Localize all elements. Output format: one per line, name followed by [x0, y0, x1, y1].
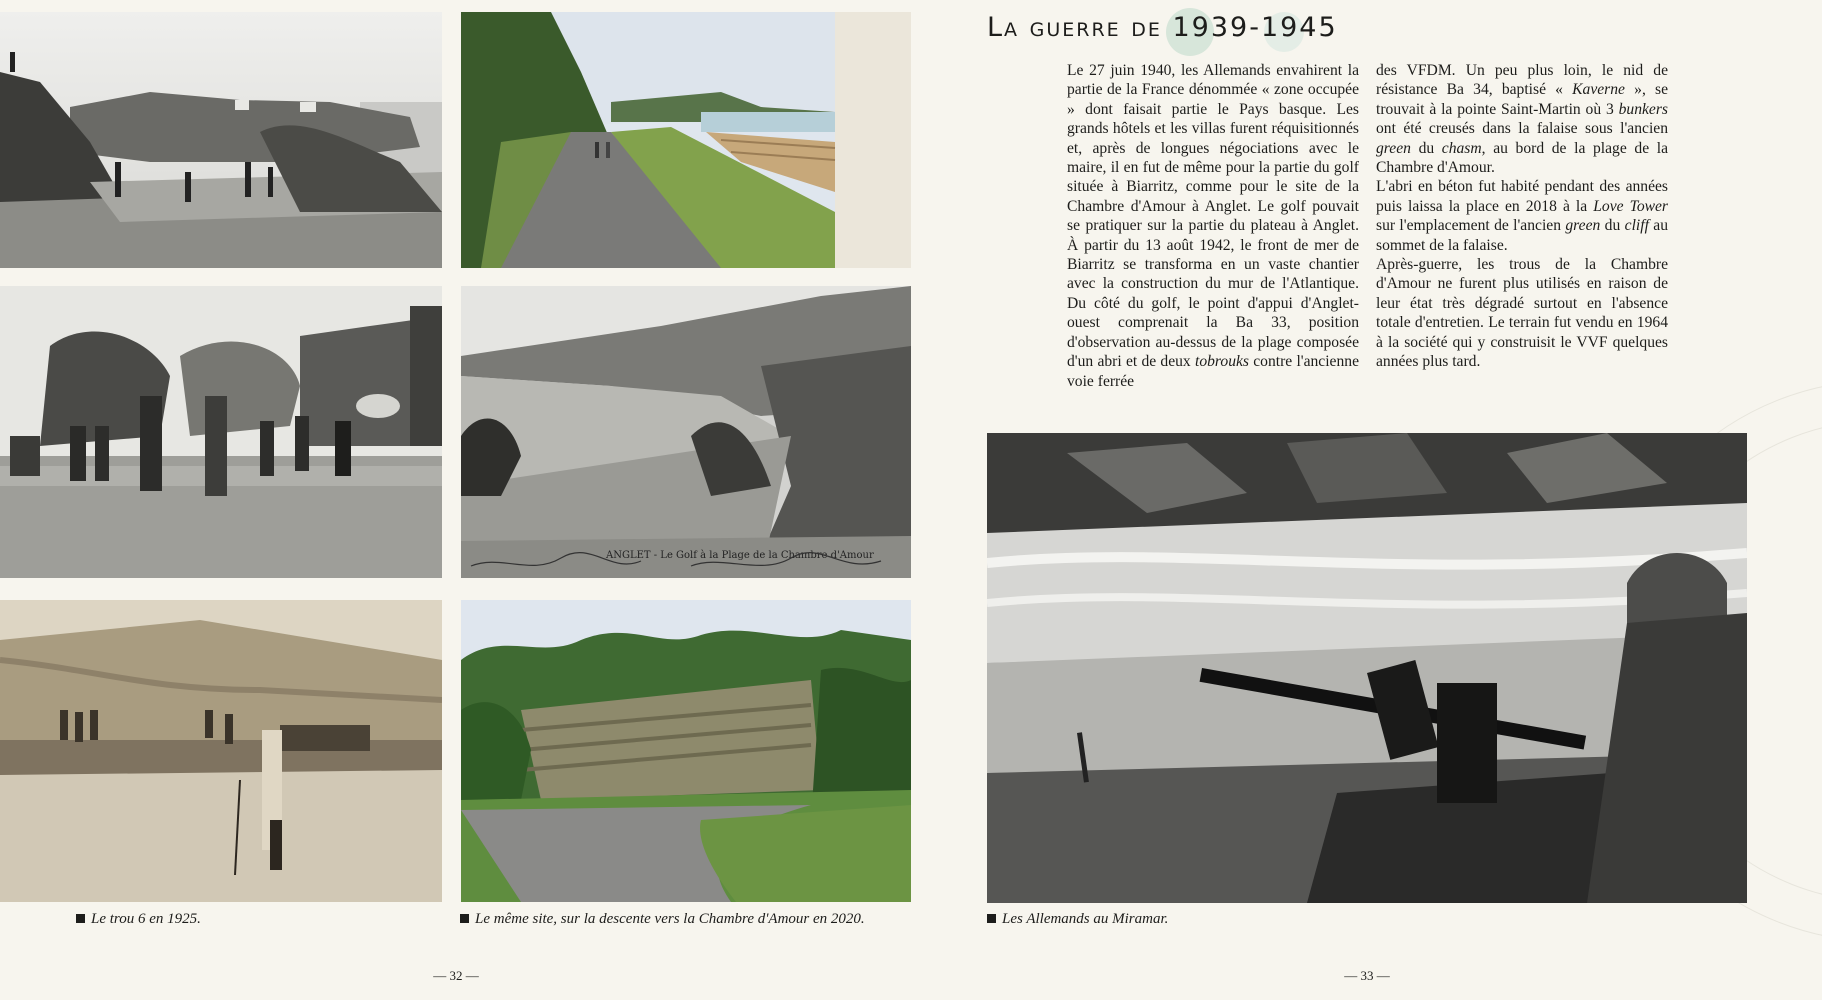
page-heading: [987, 12, 1338, 43]
caption-text: Les Allemands au Miramar.: [1002, 911, 1169, 927]
page-number-right: — 33 —: [1344, 968, 1390, 983]
text-italic: Kaverne: [1572, 81, 1625, 99]
text-run: du: [1600, 217, 1625, 235]
photo-trou-6-1925: [0, 600, 442, 902]
text-run: », se trouvait à la pointe Saint-Martin où 3: [1376, 81, 1669, 118]
page-number-left: — 32 —: [433, 968, 479, 983]
text-run: L'abri en béton fut habité pendant des années puis laissa la place en 2018 à la: [1376, 178, 1668, 215]
photo-golf-club-descente: [0, 12, 442, 268]
text-italic: Love Tower: [1593, 197, 1669, 215]
text-run: sur l'emplacement de l'ancien: [1376, 217, 1566, 235]
photo-same-site-2020: [461, 600, 911, 902]
text-italic: green: [1565, 217, 1601, 235]
paragraph: [1376, 177, 1668, 255]
text-run: , au bord de la plage de la Chambre d'Amour.: [1376, 139, 1668, 177]
photo-lord-dudley: [0, 286, 442, 578]
text-run: ont été creusés dans la falaise sous l'ancien: [1376, 120, 1668, 138]
heading-dash: -: [1249, 12, 1261, 43]
caption-trou-6: [76, 910, 201, 928]
text-italic: bunkers: [1618, 100, 1668, 118]
paragraph: [1067, 61, 1359, 391]
text-column-1: [1067, 61, 1359, 391]
text-run: des VFDM. Un peu plus loin, le nid de résistance Ba 34, baptisé «: [1376, 62, 1668, 99]
text-run: au sommet de la falaise.: [1376, 217, 1669, 254]
heading-year-start: 1939: [1172, 12, 1250, 43]
caption-bullet-icon: [987, 914, 996, 923]
text-column-2: [1376, 61, 1668, 372]
photo-plage-chambre-amour: [461, 286, 911, 578]
heading-prefix: La guerre de: [987, 12, 1173, 43]
text-italic: chasm: [1441, 139, 1482, 157]
text-run: du: [1410, 139, 1442, 157]
caption-allemands-miramar: [987, 910, 1168, 928]
heading-year: [1172, 12, 1337, 43]
photo-path-today: [461, 12, 911, 268]
caption-bullet-icon: [460, 914, 469, 923]
text-italic: green: [1376, 139, 1411, 157]
caption-bullet-icon: [76, 914, 85, 923]
caption-text: Le même site, sur la descente vers la Chambre d'Amour en 2020.: [475, 911, 865, 927]
text-italic: cliff: [1624, 217, 1649, 235]
text-run: contre l'ancienne voie ferrée: [1067, 353, 1359, 390]
paragraph: Après-guerre, les trous de la Chambre d'Amour ne furent plus utilisés en raison de leur état très dégradé surtout en l'absence totale d'entretien. Le terrain fut vendu en 1964 à la société qui y construisit le VVF quelques années plus tard.: [1376, 256, 1668, 371]
text-italic: tobrouks: [1194, 353, 1249, 371]
photo-allemands-miramar: [987, 433, 1747, 903]
caption-text: Le trou 6 en 1925.: [91, 911, 201, 927]
text-run: Le 27 juin 1940, les Allemands envahirent la partie de la France dénommée « zone occupée » dont faisait partie le Pays basque. Les grands hôtels et les villas furent réquisitionnés et, après de longues négociations avec le maire, il en fut de même pour la partie du golf située à Biarritz, comme pour le site de la Chambre d'Amour à Anglet. Le golf pouvait se pratiquer sur la partie du plateau à Anglet. À partir du 13 août 1942, le front de mer de Biarritz se transforma en un vaste chantier avec la construction du mur de l'Atlantique. Du côté du golf, le point d'appui d'Anglet-ouest comprenait la Ba 33, position d'observation au-dessus de la plage composée d'un abri et de deux: [1067, 62, 1359, 371]
svg-text:ANGLET - Le Golf à la Plage de: ANGLET - Le Golf à la Plage de la Chambre d'Amour: [606, 550, 874, 561]
heading-year-end: 1945: [1260, 12, 1338, 43]
paragraph: [1376, 61, 1668, 177]
caption-same-site: [460, 910, 865, 928]
